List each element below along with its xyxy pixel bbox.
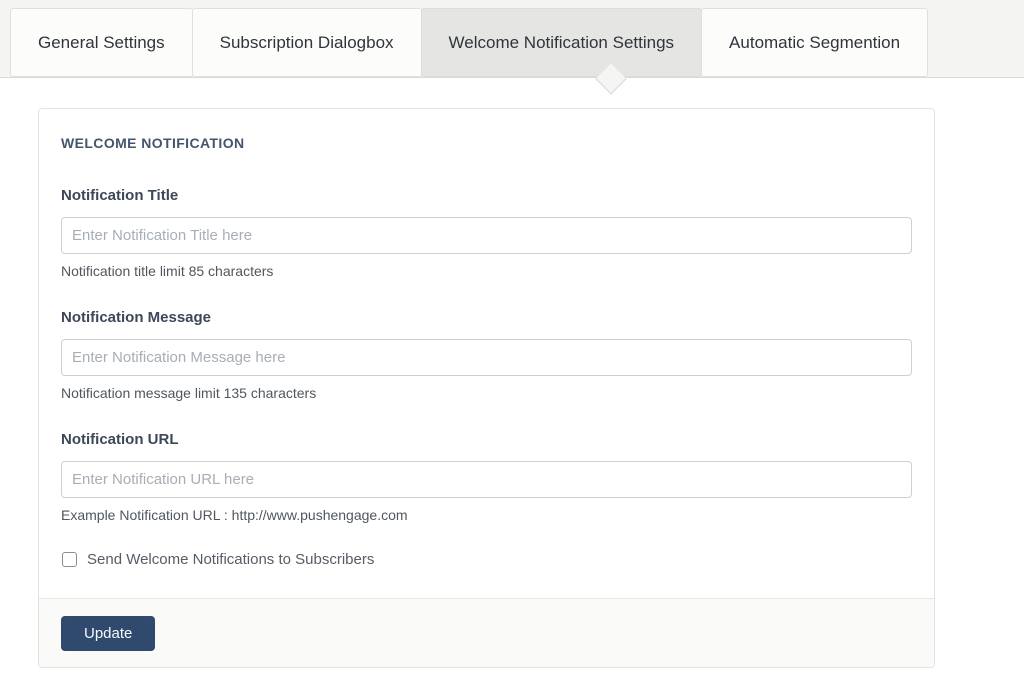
notification-title-label: Notification Title <box>61 187 179 204</box>
panel-body <box>39 109 934 598</box>
notification-title-group <box>61 187 910 279</box>
notification-url-input[interactable] <box>61 461 912 498</box>
notification-message-group <box>61 309 910 401</box>
section-heading: WELCOME NOTIFICATION <box>61 135 245 151</box>
notification-title-helper: Notification title limit 85 characters <box>61 263 274 279</box>
tab-welcome-notification-settings[interactable]: Welcome Notification Settings <box>421 8 703 77</box>
notification-message-helper: Notification message limit 135 characters <box>61 385 317 401</box>
notification-message-label: Notification Message <box>61 309 212 326</box>
welcome-notification-panel <box>38 108 935 668</box>
tab-subscription-dialogbox[interactable]: Subscription Dialogbox <box>192 8 422 77</box>
notification-url-group <box>61 431 910 523</box>
notification-url-helper: Example Notification URL : http://www.pushengage.com <box>61 507 408 523</box>
tab-general-settings[interactable]: General Settings <box>10 8 193 77</box>
tab-automatic-segmention[interactable]: Automatic Segmention <box>701 8 928 77</box>
update-button[interactable]: Update <box>61 616 155 651</box>
notification-url-label: Notification URL <box>61 431 179 448</box>
send-welcome-notifications-label: Send Welcome Notifications to Subscribers <box>87 551 375 568</box>
panel-footer <box>39 598 934 667</box>
send-welcome-notifications-row <box>61 551 910 568</box>
send-welcome-notifications-checkbox[interactable] <box>62 552 77 567</box>
notification-message-input[interactable] <box>61 339 912 376</box>
settings-tab-bar <box>0 0 1024 78</box>
notification-title-input[interactable] <box>61 217 912 254</box>
